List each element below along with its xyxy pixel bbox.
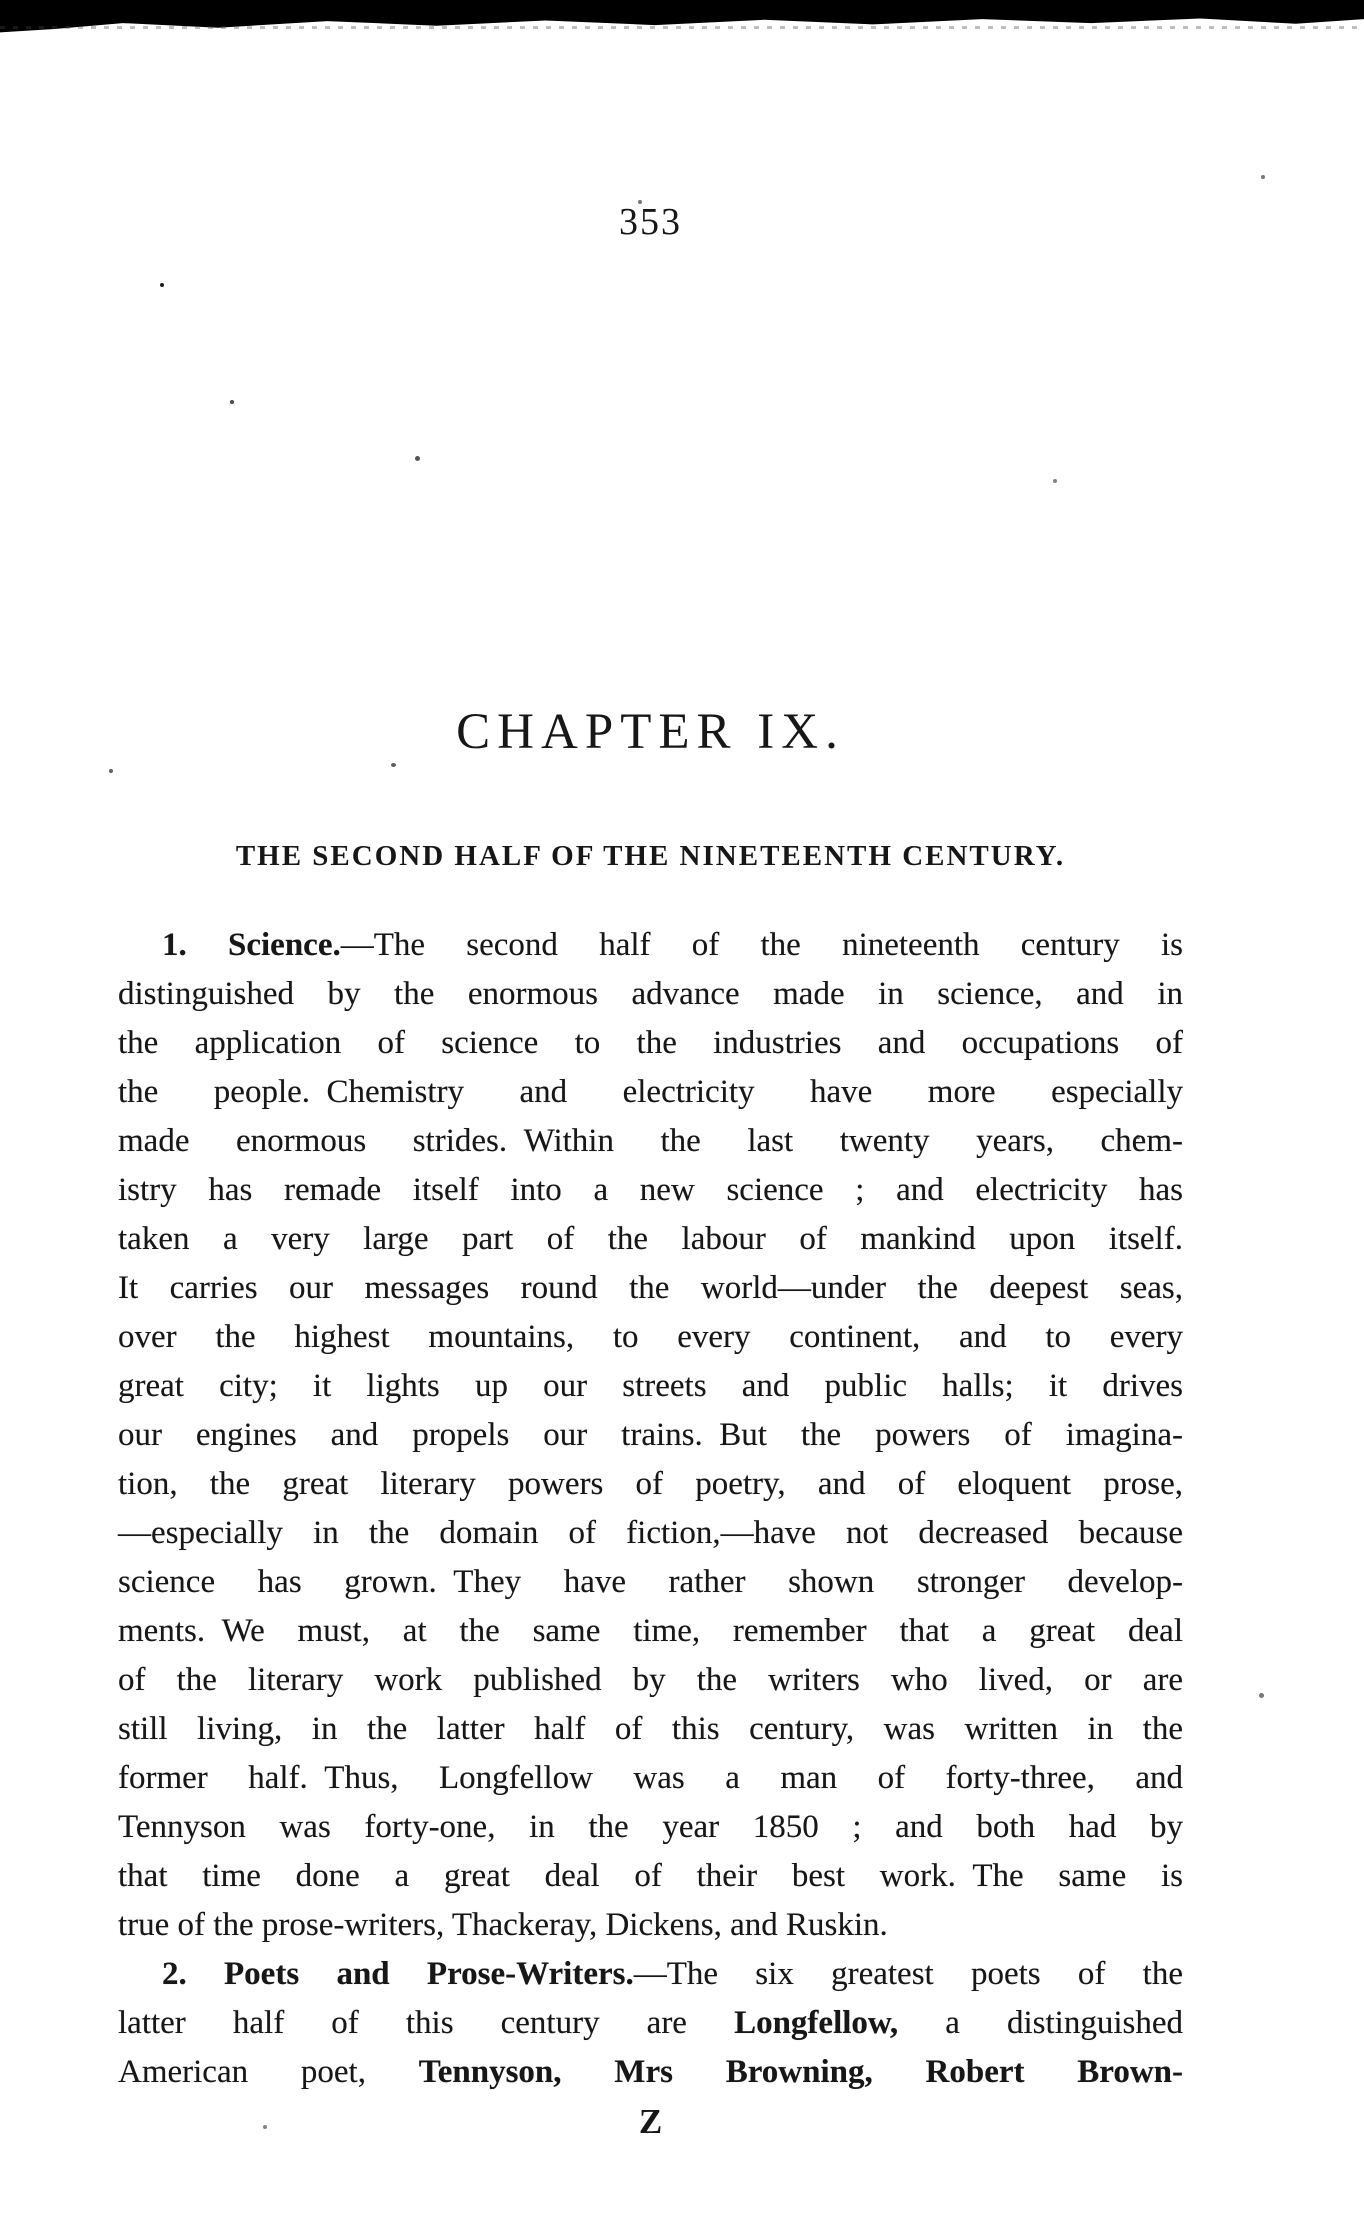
- text-line: [118, 921, 1183, 970]
- text-segment: —The six greatest poets of the: [633, 1956, 1184, 1992]
- text-segment: of the literary work published by the writers who lived, or are: [118, 1662, 1183, 1698]
- text-line: [118, 1999, 1183, 2048]
- text-segment: still living, in the latter half of this century, was written in the: [118, 1711, 1183, 1747]
- text-segment: Tennyson was forty-one, in the year 1850 ; and both had by: [118, 1809, 1183, 1845]
- text-line: [118, 1117, 1183, 1166]
- scan-speck: [109, 769, 113, 773]
- text-segment: American poet,: [118, 2054, 419, 2090]
- text-line: [118, 1166, 1183, 1215]
- body-text: [118, 921, 1183, 2097]
- text-segment: tion, the great literary powers of poetry, and of eloquent prose,: [118, 1466, 1183, 1502]
- text-segment: made enormous strides. Within the last twenty years, chem-: [118, 1123, 1183, 1159]
- text-segment: istry has remade itself into a new science ; and electricity has: [118, 1172, 1183, 1208]
- text-segment: great city; it lights up our streets and public halls; it drives: [118, 1368, 1183, 1404]
- section-heading: THE SECOND HALF OF THE NINETEENTH CENTURY.: [235, 840, 1066, 872]
- text-segment: —The second half of the nineteenth century is: [340, 927, 1183, 963]
- scan-speck: [415, 456, 420, 461]
- text-line: [118, 1068, 1183, 1117]
- text-line: [118, 1362, 1183, 1411]
- text-line: [118, 1558, 1183, 1607]
- text-line: [118, 1460, 1183, 1509]
- scan-speck: [1053, 479, 1057, 483]
- text-segment: the application of science to the industries and occupations of: [118, 1025, 1183, 1061]
- text-line: [118, 970, 1183, 1019]
- text-line: [118, 1705, 1183, 1754]
- text-line: [118, 1509, 1183, 1558]
- text-segment: distinguished by the enormous advance made in science, and in: [118, 976, 1183, 1012]
- text-line: [118, 2048, 1183, 2097]
- text-line: [118, 1264, 1183, 1313]
- text-line: [118, 1901, 1183, 1950]
- scan-speck: [1261, 175, 1265, 179]
- scan-edge-fuzz: [0, 26, 1364, 29]
- text-line: [118, 1852, 1183, 1901]
- text-line: [118, 1313, 1183, 1362]
- text-line: [118, 1411, 1183, 1460]
- text-line: [118, 1215, 1183, 1264]
- text-segment: the people. Chemistry and electricity have more especially: [118, 1074, 1183, 1110]
- text-line: [118, 1754, 1183, 1803]
- text-line: [118, 1803, 1183, 1852]
- scan-speck: [230, 400, 234, 404]
- text-line: [118, 1019, 1183, 1068]
- text-segment: our engines and propels our trains. But the powers of imagina-: [118, 1417, 1183, 1453]
- text-segment: a distinguished: [898, 2005, 1184, 2041]
- bold-text-segment: 2. Poets and Prose-Writers.: [162, 1956, 634, 1992]
- scan-speck: [1259, 1693, 1264, 1698]
- text-line: [118, 1607, 1183, 1656]
- text-segment: science has grown. They have rather shown stronger develop-: [118, 1564, 1183, 1600]
- scan-speck: [391, 763, 396, 767]
- text-segment: that time done a great deal of their best work. The same is: [118, 1858, 1183, 1894]
- bold-text-segment: Longfellow,: [734, 2005, 899, 2041]
- text-segment: latter half of this century are: [118, 2005, 735, 2041]
- page-number: 353: [619, 201, 682, 243]
- scan-speck: [160, 283, 164, 287]
- text-segment: It carries our messages round the world—under the deepest seas,: [118, 1270, 1183, 1306]
- text-segment: former half. Thus, Longfellow was a man of forty-three, and: [118, 1760, 1183, 1796]
- text-segment: taken a very large part of the labour of mankind upon itself.: [118, 1221, 1183, 1257]
- text-segment: true of the prose-writers, Thackeray, Dickens, and Ruskin.: [118, 1907, 888, 1943]
- text-segment: ments. We must, at the same time, remember that a great deal: [118, 1613, 1183, 1649]
- signature-mark: Z: [638, 2102, 663, 2141]
- text-segment: —especially in the domain of fiction,—have not decreased because: [118, 1515, 1183, 1551]
- bold-text-segment: 1. Science.: [162, 927, 341, 963]
- bold-text-segment: Tennyson, Mrs Browning, Robert Brown-: [418, 2054, 1183, 2090]
- chapter-heading: CHAPTER IX.: [456, 704, 845, 760]
- text-segment: over the highest mountains, to every continent, and to every: [118, 1319, 1183, 1355]
- text-line: [118, 1950, 1183, 1999]
- text-line: [118, 1656, 1183, 1705]
